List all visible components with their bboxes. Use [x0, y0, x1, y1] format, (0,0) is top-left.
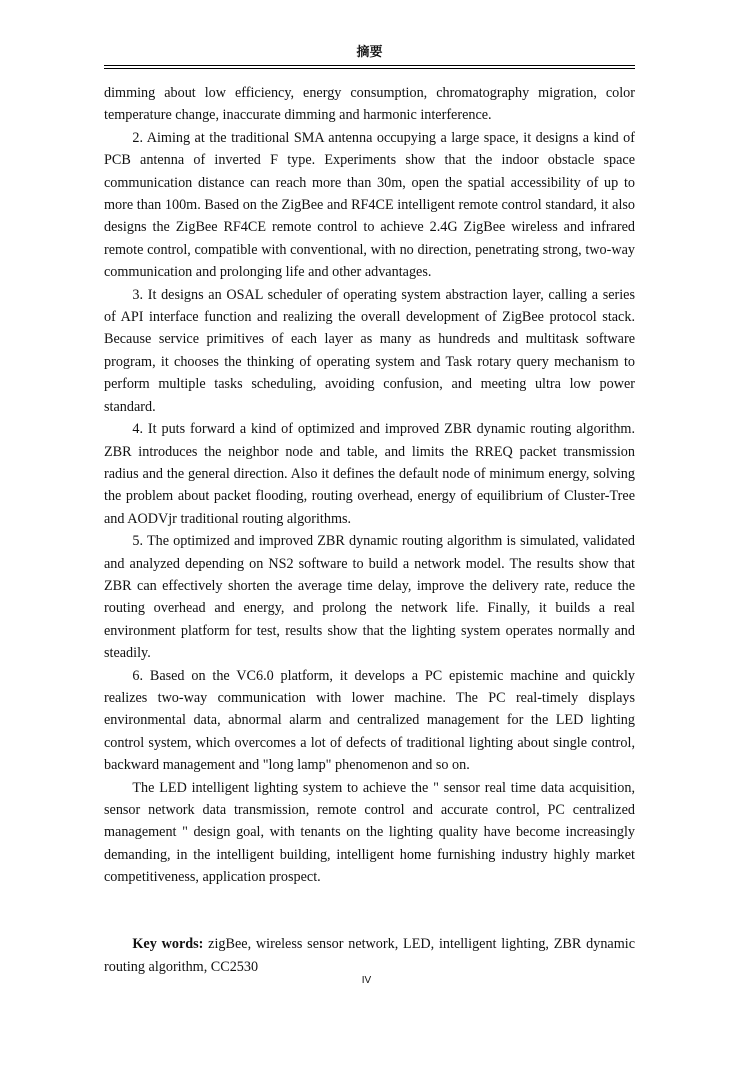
- keywords-text: zigBee, wireless sensor network, LED, intelligent lighting, ZBR dynamic routing algorithm, CC2530: [104, 936, 635, 975]
- paragraph-continuation: dimming about low efficiency, energy consumption, chromatography migration, color temperature change, inaccurate dimming and harmonic interference.: [104, 85, 635, 124]
- spacer: [104, 911, 635, 933]
- spacer: [104, 889, 635, 911]
- page-number: IV: [361, 975, 372, 986]
- header-rule-thick: [104, 68, 635, 69]
- paragraph-item-6: 6. Based on the VC6.0 platform, it develops a PC epistemic machine and quickly realizes two-way communication with lower machine. The PC real-timely displays environmental data, abnormal alarm and centralized management for the LED lighting control system, which overcomes a lot of defects of traditional lighting about single control, backward management and "long lamp" phenomenon and so on.: [104, 667, 635, 774]
- paragraph-item-4: 4. It puts forward a kind of optimized and improved ZBR dynamic routing algorithm. ZBR introduces the neighbor node and table, and limits the RREQ packet transmission radius and the general direction. Also it defines the default node of minimum energy, solving the problem about packet flooding, routing overhead, energy of equilibrium of Cluster-Tree and AODVjr traditional routing algorithms.: [104, 421, 635, 527]
- paragraph-conclusion: The LED intelligent lighting system to achieve the " sensor real time data acquisition, sensor network data transmission, remote control and accurate control, PC centralized management " design goal, with tenants on the lighting quality have become increasingly demanding, in the intelligent building, intelligent home furnishing industry highly market competitiveness, application prospect.: [104, 779, 635, 886]
- paragraph-item-3: 3. It designs an OSAL scheduler of operating system abstraction layer, calling a series of API interface function and realizing the overall development of ZigBee protocol stack. Because service primitives of each layer as many as hundreds and multitask software program, it chooses the thinking of operating system and Task rotary query mechanism to perform multiple tasks scheduling, avoiding confusion, and meeting ultra low power standard.: [104, 286, 635, 415]
- keywords-paragraph: [104, 933, 635, 978]
- abstract-body: [104, 82, 635, 978]
- paragraph-item-5: 5. The optimized and improved ZBR dynamic routing algorithm is simulated, validated and analyzed depending on NS2 software to build a network model. The results show that ZBR can effectively shorten the average time delay, improve the delivery rate, reduce the routing overhead and energy, and prolong the network life. Finally, it builds a real environment platform for test, results show that the lighting system operates normally and steadily.: [104, 533, 635, 662]
- header-rule-thin: [104, 65, 635, 66]
- keywords-label: Key words:: [132, 936, 204, 953]
- paragraph-item-2: 2. Aiming at the traditional SMA antenna occupying a large space, it designs a kind of PCB antenna of inverted F type. Experiments show that the indoor obstacle space communication distance can reach more than 30m, open the spatial accessibility of up to more than 100m. Based on the ZigBee and RF4CE intelligent remote control standard, it also designs the ZigBee RF4CE remote control to achieve 2.4G ZigBee wireless and infrared remote control, compatible with conventional, with no direction, penetrating strong, two-way communication and prolonging life and other advantages.: [104, 129, 635, 281]
- page-header-title: 摘要: [356, 45, 383, 60]
